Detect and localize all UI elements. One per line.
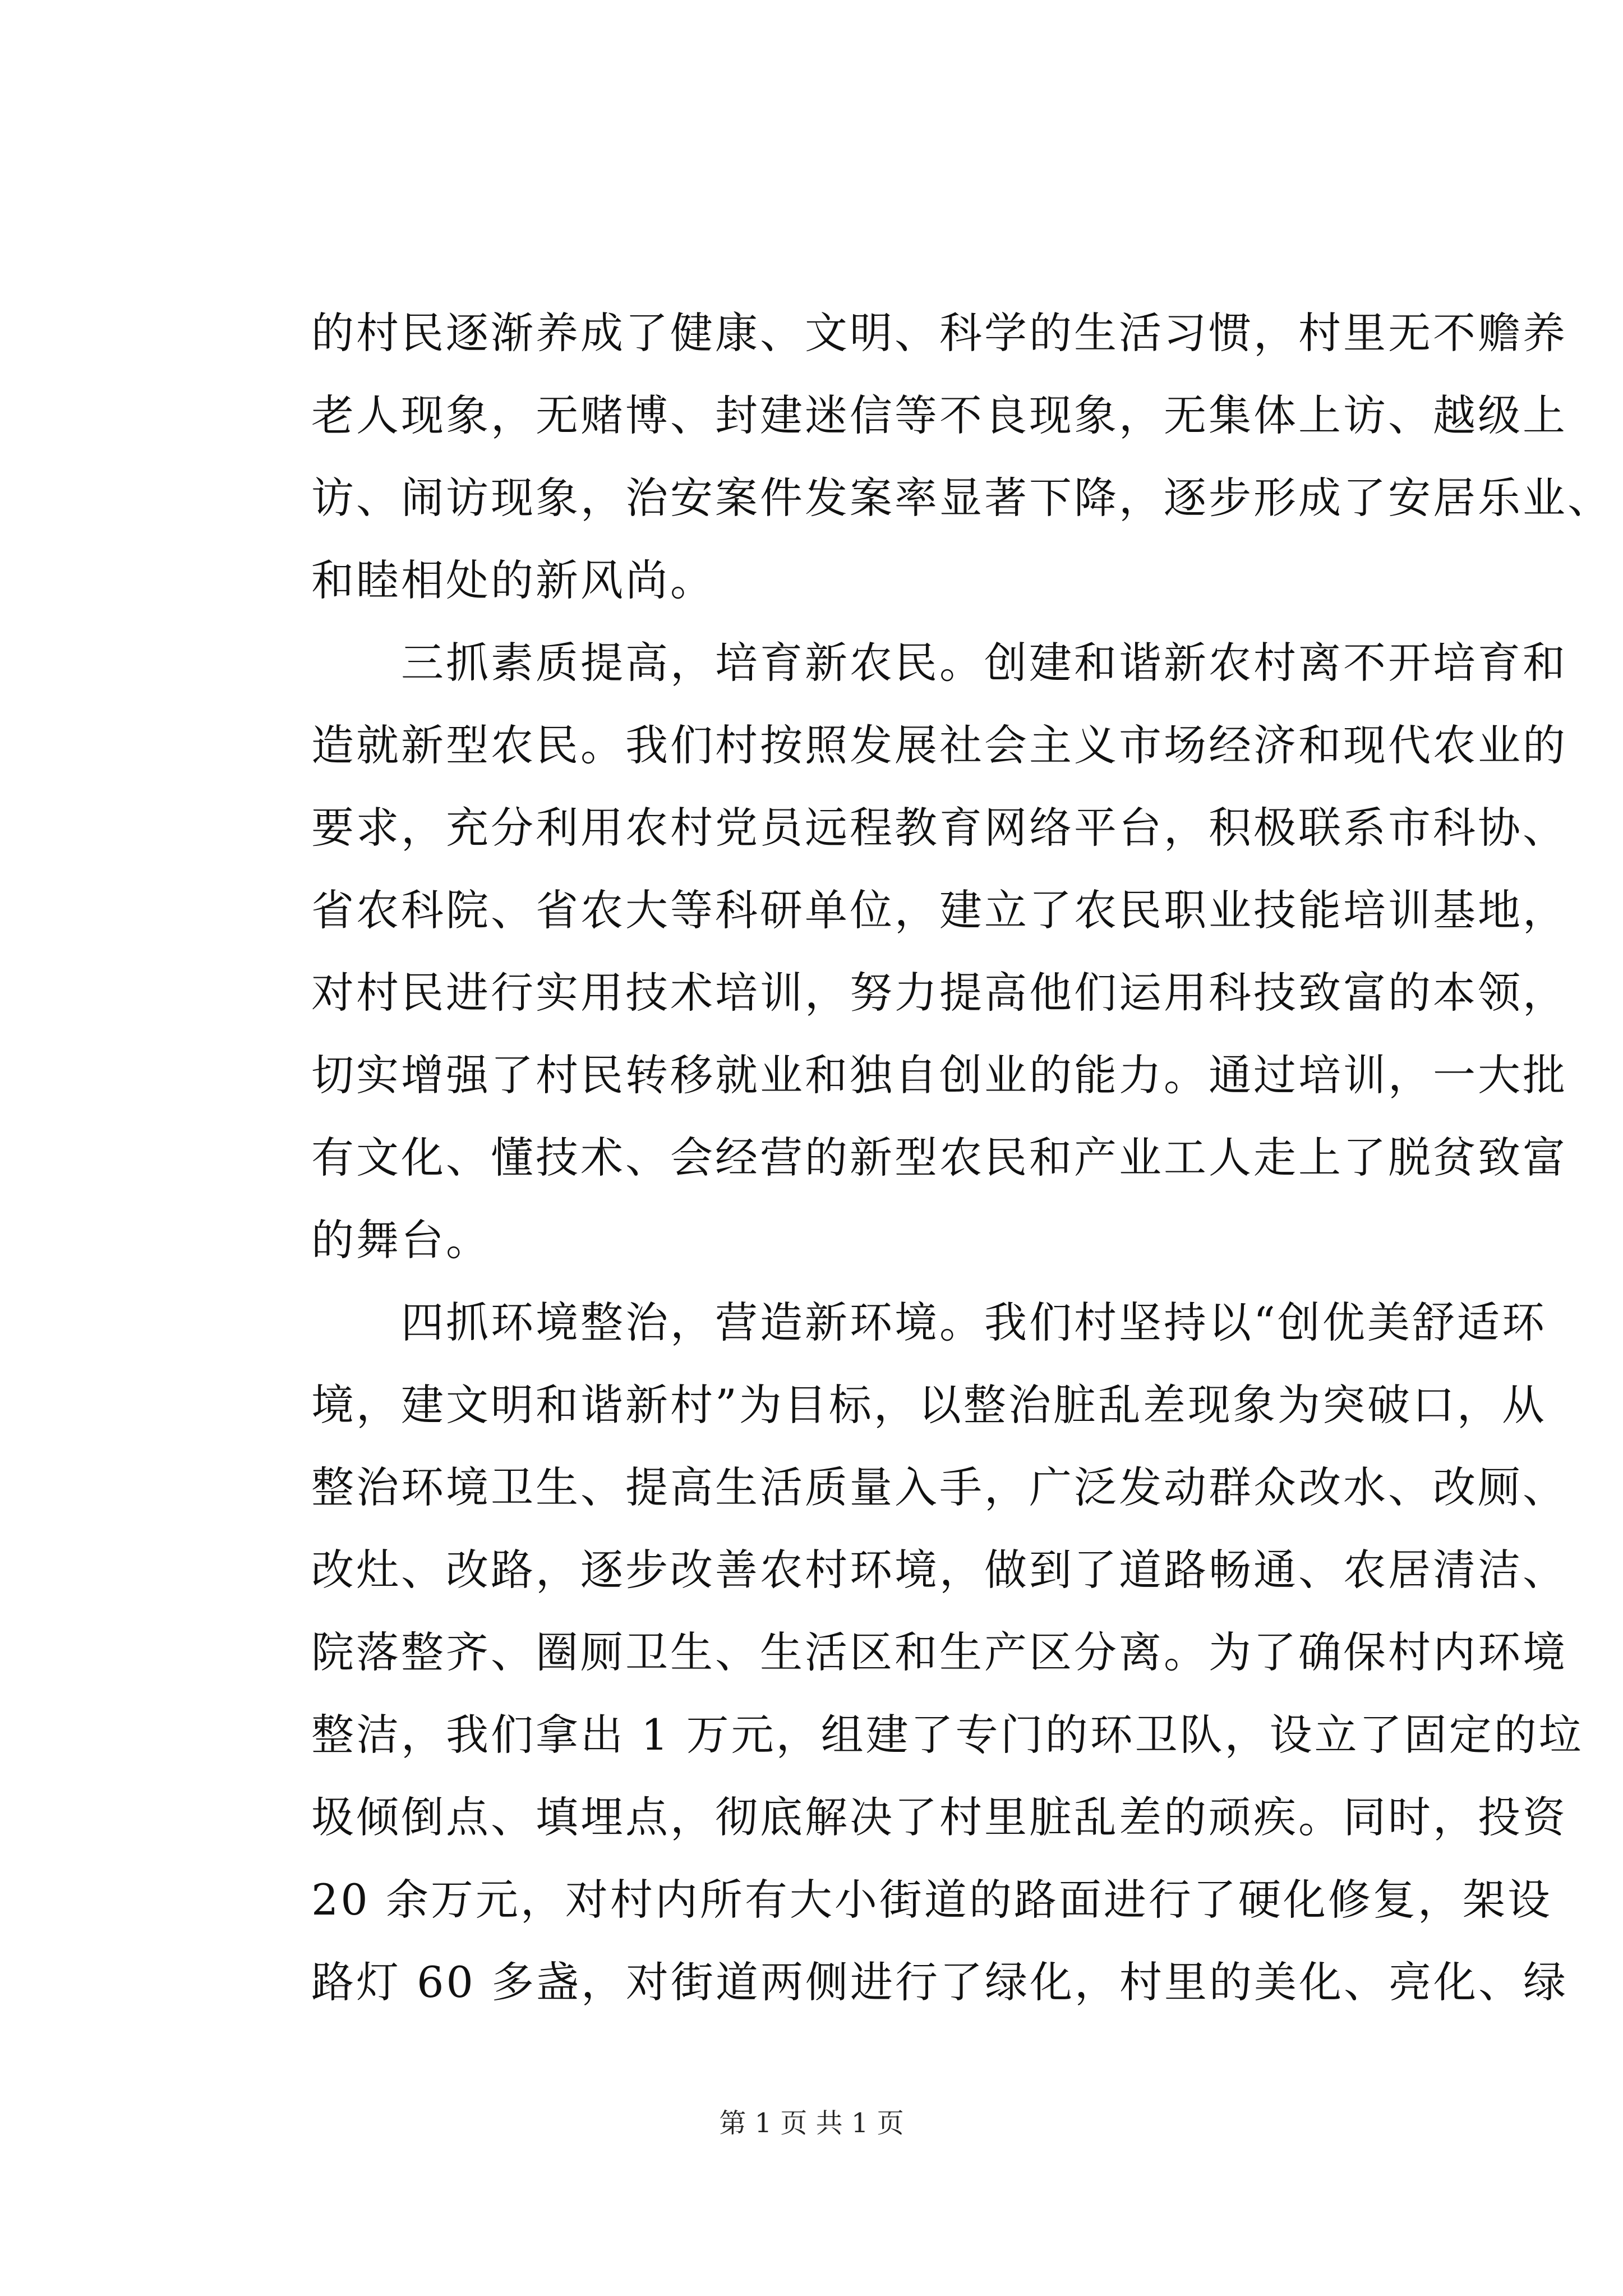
document-body xyxy=(311,292,1612,2023)
text-line: 访、闹访现象，治安案件发案率显著下降，逐步形成了安居乐业、 xyxy=(311,473,1612,523)
text-line: 改灶、改路，逐步改善农村环境，做到了道路畅通、农居清洁、 xyxy=(311,1545,1567,1595)
text-line: 切实增强了村民转移就业和独自创业的能力。通过培训，一大批 xyxy=(311,1050,1567,1100)
text-line: 境，建文明和谐新村”为目标，以整治脏乱差现象为突破口，从 xyxy=(311,1380,1547,1430)
page-number-label: 第 1 页 共 1 页 xyxy=(719,2108,904,2139)
text-line: 有文化、懂技术、会经营的新型农民和产业工人走上了脱贫致富 xyxy=(311,1133,1567,1182)
text-line: 院落整齐、圈厕卫生、生活区和生产区分离。为了确保村内环境 xyxy=(311,1627,1567,1677)
text-line: 和睦相处的新风尚。 xyxy=(311,555,715,605)
text-line: 造就新型农民。我们村按照发展社会主义市场经济和现代农业的 xyxy=(311,720,1567,770)
text-line: 路灯 60 多盏，对街道两侧进行了绿化，村里的美化、亮化、绿 xyxy=(311,1957,1569,2007)
text-line: 四抓环境整治，营造新环境。我们村坚持以“创优美舒适环 xyxy=(311,1297,1547,1347)
text-line: 对村民进行实用技术培训，努力提高他们运用科技致富的本领， xyxy=(311,968,1567,1018)
text-line: 的舞台。 xyxy=(311,1215,491,1265)
text-line: 的村民逐渐养成了健康、文明、科学的生活习惯，村里无不赡养 xyxy=(311,308,1567,358)
text-line: 整治环境卫生、提高生活质量入手，广泛发动群众改水、改厕、 xyxy=(311,1462,1567,1512)
text-line: 三抓素质提高，培育新农民。创建和谐新农村离不开培育和 xyxy=(311,638,1567,688)
text-line: 整洁，我们拿出 1 万元，组建了专门的环卫队，设立了固定的垃 xyxy=(311,1710,1584,1760)
text-line: 20 余万元，对村内所有大小街道的路面进行了硬化修复，架设 xyxy=(311,1875,1552,1925)
text-line: 省农科院、省农大等科研单位，建立了农民职业技能培训基地， xyxy=(311,885,1567,935)
text-line: 圾倾倒点、填埋点，彻底解决了村里脏乱差的顽疾。同时，投资 xyxy=(311,1792,1567,1842)
text-line: 要求，充分利用农村党员远程教育网络平台，积极联系市科协、 xyxy=(311,803,1567,853)
page-footer xyxy=(0,2106,1623,2140)
text-line: 老人现象，无赌博、封建迷信等不良现象，无集体上访、越级上 xyxy=(311,390,1567,440)
